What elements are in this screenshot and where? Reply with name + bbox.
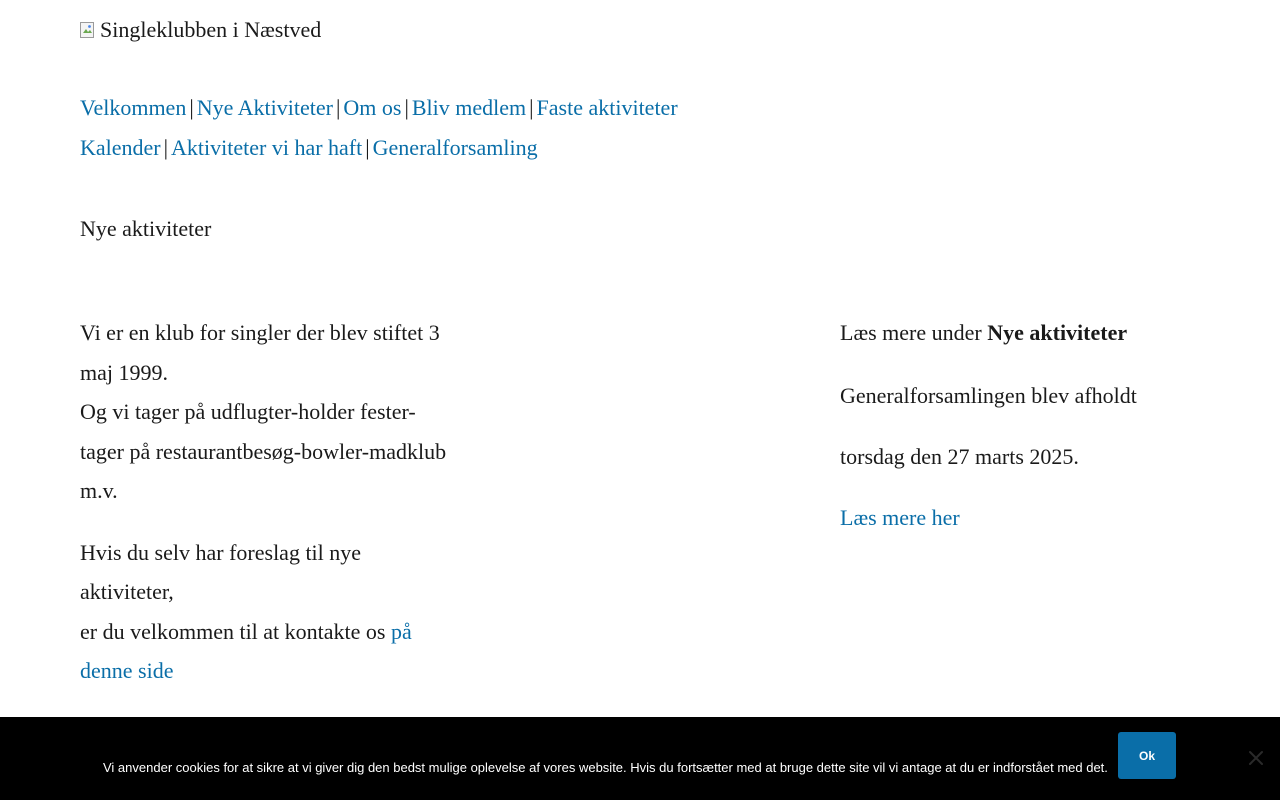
read-more-text: Læs mere under	[840, 320, 988, 345]
general-assembly-paragraph	[840, 365, 1160, 548]
cookie-accept-button[interactable]: Ok	[1118, 732, 1176, 779]
contact-text: er du velkommen til at kontakte os	[80, 618, 391, 644]
main-navigation	[80, 88, 740, 168]
nav-separator: |	[335, 95, 341, 120]
nav-link-bliv-medlem[interactable]: Bliv medlem	[411, 95, 527, 120]
site-title: Singleklubben i Næstved	[100, 17, 322, 42]
read-more-paragraph	[840, 313, 1160, 353]
nav-separator: |	[529, 95, 534, 120]
cookie-notice-text: Vi anvender cookies for at sikre at vi giver dig den bedst mulige oplevelse af vores website. Hvis du fortsætter med at bruge dette site vil vi antage at du er indforstået med det.	[103, 760, 1108, 775]
intro-paragraph	[80, 313, 450, 511]
nav-separator: |	[365, 135, 370, 160]
nav-separator: |	[189, 95, 194, 120]
nav-link-om-os[interactable]: Om os	[343, 95, 402, 120]
intro-text-founded: Vi er en klub for singler der blev stiftet 3 maj 1999.	[80, 320, 440, 385]
contact-page-link[interactable]: på denne side	[80, 618, 412, 683]
cookie-notice-bar	[0, 717, 1280, 800]
general-assembly-date: torsdag den 27 marts 2025.	[840, 444, 1079, 469]
broken-image-icon	[80, 22, 94, 38]
nav-separator: |	[163, 135, 169, 160]
nav-link-aktiviteter-vi-har-haft[interactable]: Aktiviteter vi har haft	[171, 135, 363, 160]
nav-link-generalforsamling[interactable]: Generalforsamling	[372, 135, 538, 160]
page-title: Nye aktiviteter	[80, 216, 212, 241]
nav-separator: |	[404, 95, 409, 120]
read-more-here-link[interactable]: Læs mere her	[840, 505, 960, 530]
close-icon[interactable]	[1247, 749, 1265, 767]
news-column	[840, 313, 1160, 548]
intro-text-activities: Og vi tager på udflugter-holder fester-tager på restaurantbesøg-bowler-madklub m.v.	[80, 399, 447, 503]
suggestion-paragraph	[80, 533, 450, 691]
read-more-bold: Nye aktiviteter	[987, 320, 1128, 345]
intro-column	[80, 313, 450, 713]
suggestion-text: Hvis du selv har foreslag til nye aktiviteter,	[80, 539, 362, 604]
general-assembly-text: Generalforsamlingen blev afholdt	[840, 383, 1137, 408]
site-logo[interactable]	[80, 17, 321, 43]
nav-link-faste-aktiviteter[interactable]: Faste aktiviteter	[536, 95, 678, 120]
nav-link-nye-aktiviteter[interactable]: Nye Aktiviteter	[196, 95, 333, 120]
nav-link-kalender[interactable]: Kalender	[80, 135, 161, 160]
nav-link-velkommen[interactable]: Velkommen	[80, 95, 187, 120]
